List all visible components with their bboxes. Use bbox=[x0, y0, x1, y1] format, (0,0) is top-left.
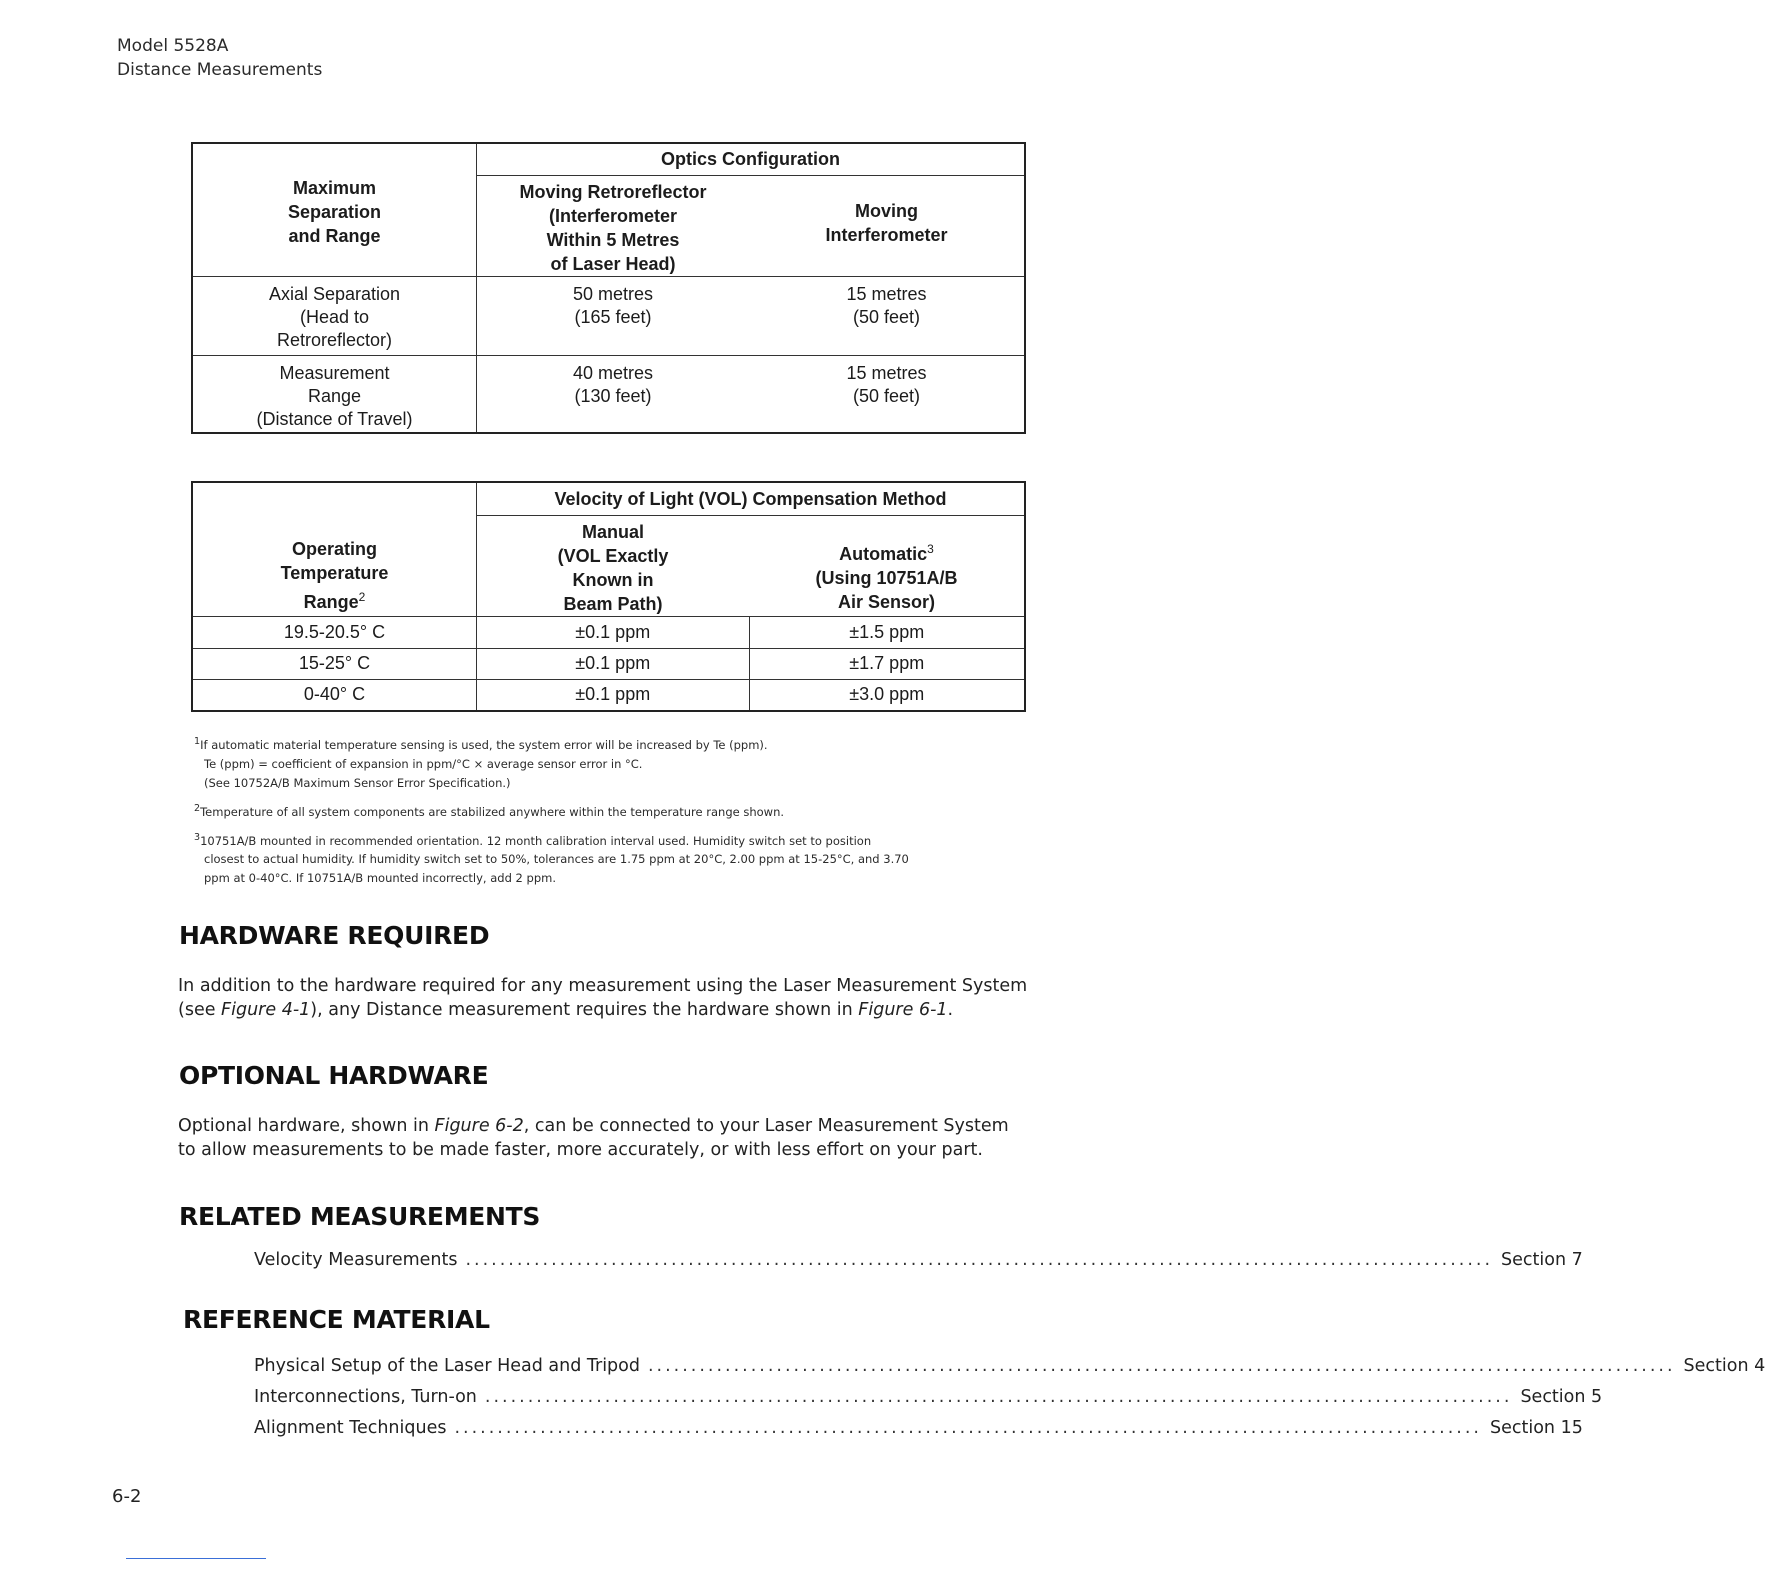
table2-row2-label: 15-25° C bbox=[298, 653, 371, 673]
table1-row-header-cell bbox=[192, 143, 477, 276]
footnote-2: $^2$Temperature of all system components are stabilized anywhere within the temperature range shown. bbox=[194, 802, 785, 819]
table2-group-header: Velocity of Light (VOL) Compensation Method bbox=[554, 488, 947, 509]
table1-row1-col2: 15 metres (50 feet) bbox=[846, 283, 927, 327]
optics-configuration-table bbox=[191, 142, 1026, 434]
table1-col1-header: Moving Retroreflector (Interferometer Within 5 Metres of Laser Head) bbox=[519, 181, 707, 274]
hardware-required-heading: HARDWARE REQUIRED bbox=[179, 921, 490, 950]
model-title: Model 5528A bbox=[117, 36, 229, 56]
table1-col2-header: Moving Interferometer bbox=[825, 200, 948, 245]
table2-row2-col2: ±1.7 ppm bbox=[849, 653, 925, 673]
table-row bbox=[192, 679, 1025, 711]
list-item: Velocity Measurements ........................................................................................................................ Section 7 bbox=[254, 1250, 1583, 1270]
related-measurements-list bbox=[254, 1250, 1583, 1281]
table1-group-header: Optics Configuration bbox=[661, 149, 840, 170]
table2-row1-label: 19.5-20.5° C bbox=[283, 621, 386, 642]
table2-row-header-cell bbox=[192, 482, 477, 616]
table1-row-header: Maximum Separation and Range bbox=[287, 177, 382, 246]
table2-row3-col1: ±0.1 ppm bbox=[575, 684, 651, 705]
table1-row1-col1: 50 metres (165 feet) bbox=[572, 283, 654, 327]
table1-row1-label: Axial Separation (Head to Retroreflector) bbox=[268, 283, 401, 350]
optional-hardware-paragraph: Optional hardware, shown in Figure 6-2, can be connected to your Laser Measurement System to allow measurements to be made faster, more accurately, or with less effort on your part. bbox=[178, 1116, 1009, 1160]
table2-row3-col2: ±3.0 ppm bbox=[849, 684, 925, 705]
table1-row2-col2: 15 metres (50 feet) bbox=[846, 362, 927, 406]
table1-col1-header-cell bbox=[477, 175, 750, 276]
table1-group-header-cell bbox=[477, 143, 1026, 175]
reference-material-list bbox=[254, 1356, 1765, 1449]
footnote-3: $^3$10751A/B mounted in recommended orientation. 12 month calibration interval used. Humidity switch set to position closest to actual humidity. If humidity switch set to 50%, tolerances are 1.75 ppm at 20°C, 2.00 ppm at 15-25°C, and 3.70 ppm at 0-40°C. If 10751A/B mounted incorrectly, add 2 ppm. bbox=[194, 831, 909, 886]
table-row bbox=[192, 355, 1025, 433]
figure-ref: Figure 6-1 bbox=[858, 1000, 948, 1020]
page-number: 6-2 bbox=[112, 1486, 142, 1507]
related-measurements-heading: RELATED MEASUREMENTS bbox=[179, 1202, 541, 1231]
list-item: Physical Setup of the Laser Head and Tripod ........................................................................................................................ Section 4 bbox=[254, 1356, 1765, 1376]
table2-row3-label: 0-40° C bbox=[303, 684, 366, 705]
optional-hardware-heading: OPTIONAL HARDWARE bbox=[179, 1061, 489, 1090]
hardware-required-paragraph: In addition to the hardware required for any measurement using the Laser Measurement System (see Figure 4-1), any Distance measurement requires the hardware shown in Figure 6-1. bbox=[178, 976, 1028, 1020]
list-item: Interconnections, Turn-on ........................................................................................................................ Section 5 bbox=[254, 1387, 1603, 1407]
table2-col1-header: Manual (VOL Exactly Known in Beam Path) bbox=[557, 521, 669, 614]
figure-ref: Figure 6-2 bbox=[434, 1116, 524, 1136]
table2-col1-header-cell bbox=[477, 515, 750, 616]
table1-col2-header-cell bbox=[749, 175, 1025, 276]
reference-material-heading: REFERENCE MATERIAL bbox=[183, 1305, 490, 1334]
table2-row-header: Operating Temperature Range$^2$ bbox=[280, 538, 389, 612]
table2-row1-col2: ±1.5 ppm bbox=[849, 621, 925, 642]
table-row bbox=[192, 648, 1025, 679]
table1-row2-col1: 40 metres (130 feet) bbox=[572, 362, 654, 406]
footnotes bbox=[194, 732, 1026, 894]
table2-col2-header-cell bbox=[749, 515, 1025, 616]
table2-row2-col1: ±0.1 ppm bbox=[575, 653, 651, 673]
table2-group-header-cell bbox=[477, 482, 1026, 515]
page-header bbox=[117, 34, 322, 82]
list-item: Alignment Techniques ........................................................................................................................ Section 15 bbox=[254, 1418, 1583, 1438]
table-row bbox=[192, 276, 1025, 355]
footnote-1: $^1$If automatic material temperature sensing is used, the system error will be increased by Te (ppm). Te (ppm) = coefficient of expansion in ppm/°C × average sensor error in °C. (See 10752A/B Maximum Sensor Error Specification.) bbox=[194, 736, 768, 790]
table1-row2-label: Measurement Range (Distance of Travel) bbox=[256, 362, 413, 429]
table2-col2-header: Automatic$^3$ (Using 10751A/B Air Sensor) bbox=[815, 541, 958, 612]
bottom-rule bbox=[126, 1558, 266, 1559]
vol-compensation-table bbox=[191, 481, 1026, 712]
figure-ref: Figure 4-1 bbox=[221, 1000, 311, 1020]
table2-row1-col1: ±0.1 ppm bbox=[575, 621, 651, 642]
section-title: Distance Measurements bbox=[117, 60, 323, 80]
table-row bbox=[192, 616, 1025, 648]
